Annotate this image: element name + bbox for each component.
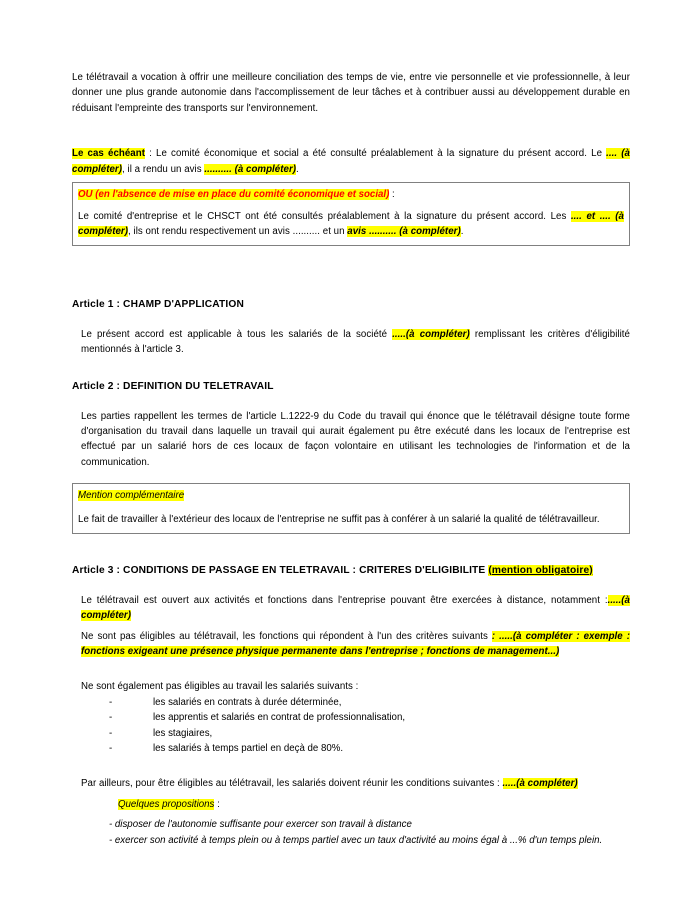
article-1-heading: Article 1 : CHAMP D'APPLICATION — [72, 298, 244, 310]
article-1-text-2: remplissant les critères d'éligibilité mentionnés à l'article 3. — [81, 328, 630, 356]
cas-echeant-text-2: , il a rendu un avis — [122, 163, 205, 175]
spacer — [72, 756, 630, 776]
ou-fill-1: .... et .... (à compléter) — [78, 211, 624, 238]
list-item — [72, 726, 630, 741]
ou-callout-heading-suffix: : — [389, 189, 395, 201]
proposition-2: - exercer son activité à temps plein ou à temps partiel avec un taux d'activité au moins égal à ...% d'un temps plein. — [109, 834, 603, 846]
spacer — [72, 358, 630, 380]
proposition-1: - disposer de l'autonomie suffisante pour exercer son travail à distance — [109, 819, 412, 831]
propositions-heading-line — [72, 797, 630, 812]
spacer — [72, 659, 630, 679]
article-3-heading — [72, 564, 630, 578]
spacer — [72, 394, 630, 409]
ou-callout-body — [78, 209, 624, 240]
list-item-label: les apprentis et salariés en contrat de professionnalisation, — [153, 712, 406, 724]
propositions-label: Quelques propositions — [118, 798, 215, 810]
list-item-label: les salariés en contrats à durée déterminée, — [153, 696, 342, 708]
article-2-heading: Article 2 : DEFINITION DU TELETRAVAIL — [72, 380, 274, 392]
article-3-paragraph-3: Ne sont également pas éligibles au travail les salariés suivants : — [81, 681, 359, 693]
article-3-para-4-text: Par ailleurs, pour être éligibles au télétravail, les salariés doivent réunir les conditions suivantes : — [81, 778, 503, 790]
cas-echeant-label: Le cas échéant — [72, 148, 145, 160]
ou-body-2: , ils ont rendu respectivement un avis .......... et un — [128, 226, 348, 238]
article-1-fill: .....(à compléter) — [392, 328, 470, 340]
article-3-para-4-fill: .....(à compléter) — [502, 778, 578, 790]
ou-callout-heading-line — [78, 187, 624, 202]
ineligible-employees-list — [72, 695, 630, 757]
bullet-marker: - — [109, 727, 113, 739]
article-3-paragraph-1 — [72, 593, 630, 624]
mention-complementaire-box — [72, 483, 630, 533]
article-1-body — [72, 327, 630, 358]
article-3-para-1-text: Le télétravail est ouvert aux activités et fonctions dans l'entreprise pouvant être exercées à distance, notamment : — [81, 594, 608, 606]
intro-paragraph: Le télétravail a vocation à offrir une meilleure conciliation des temps de vie, entre vie personnelle et vie professionnelle, à leur donner une plus grande autonomie dans l'accomplissement de leur tâches et à contribuer aussi au développement durable en réduisant l'empreinte des transports sur l'environnement. — [72, 72, 630, 114]
ou-fill-2: avis .......... (à compléter) — [347, 226, 461, 238]
mention-complementaire-heading: Mention complémentaire — [78, 490, 185, 502]
cas-echeant-text-1: : Le comité économique et social a été consulté préalablement à la signature du présent accord. Le — [144, 148, 607, 160]
propositions-suffix: : — [214, 798, 220, 810]
list-item-label: les salariés à temps partiel en deçà de 80%. — [153, 742, 344, 754]
article-3-heading-text: Article 3 : CONDITIONS DE PASSAGE EN TELETRAVAIL : CRITERES D'ELIGIBILITE — [72, 564, 489, 576]
ou-callout-box — [72, 182, 630, 246]
article-3-para-2-fill: : .....(à compléter : exemple : fonctions exigeant une présence physique permanente dans l'entreprise ; fonctions de management...) — [81, 630, 630, 657]
bullet-marker: - — [109, 712, 113, 724]
list-item — [72, 741, 630, 756]
ou-callout-heading: OU (en l'absence de mise en place du comité économique et social) — [78, 189, 390, 201]
spacer — [72, 578, 630, 593]
article-3-paragraph-4 — [72, 776, 630, 791]
cas-echeant-fill-1: .... (à compléter) — [72, 148, 630, 175]
article-1-text-1: Le présent accord est applicable à tous les salariés de la société — [81, 328, 393, 340]
bullet-marker: - — [109, 696, 113, 708]
cas-echeant-paragraph — [72, 146, 630, 177]
article-3-para-2-text: Ne sont pas éligibles au télétravail, les fonctions qui répondent à l'un des critères suivants — [81, 630, 492, 642]
article-3-paragraph-2 — [72, 629, 630, 660]
list-item — [72, 695, 630, 710]
mention-complementaire-body: Le fait de travailler à l'extérieur des locaux de l'entreprise ne suffit pas à conférer à un salarié la qualité de télétravailleur. — [78, 514, 600, 526]
cas-echeant-text-3: . — [296, 163, 299, 175]
article-3-para-1-fill: .....(à compléter) — [81, 594, 630, 622]
cas-echeant-fill-2: .......... (à compléter) — [204, 163, 297, 175]
ou-body-1: Le comité d'entreprise et le CHSCT ont été consultés préalablement à la signature du présent accord. Les — [78, 211, 571, 223]
spacer — [72, 116, 630, 146]
mention-heading-line — [78, 488, 624, 503]
spacer — [72, 312, 630, 327]
article-3-heading-highlight: (mention obligatoire) — [488, 564, 593, 576]
list-item — [72, 710, 630, 725]
article-2-body: Les parties rappellent les termes de l'article L.1222-9 du Code du travail qui énonce que le télétravail désigne toute forme d'organisation du travail dans laquelle un travail qui aurait également pu être exécuté dans les locaux de l'entreprise est effectué par un salarié hors de ces locaux de façon volontaire en utilisant les technologies de l'information et de la communication. — [81, 410, 630, 468]
spacer — [72, 534, 630, 564]
list-item-label: les stagiaires, — [153, 727, 213, 739]
spacer — [72, 246, 630, 298]
ou-body-3: . — [460, 226, 464, 238]
spacer — [72, 470, 630, 483]
bullet-marker: - — [109, 742, 113, 754]
